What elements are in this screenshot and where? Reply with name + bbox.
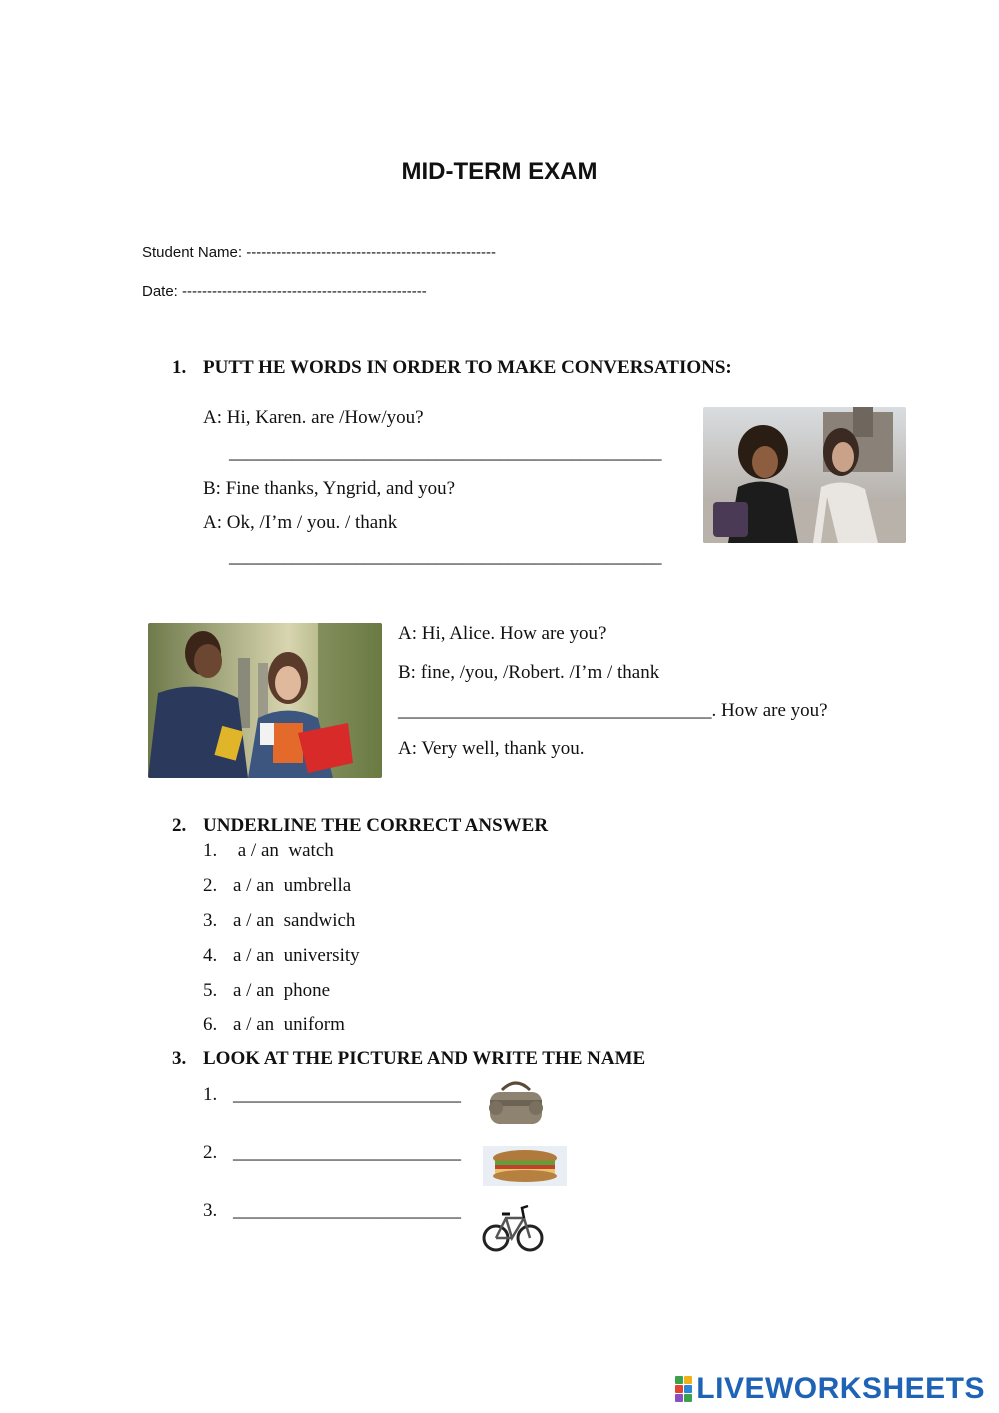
answer-blank[interactable]: ________________________ — [233, 1142, 461, 1163]
section1-heading: 1. PUTT HE WORDS IN ORDER TO MAKE CONVERSATIONS: — [172, 357, 732, 378]
answer-blank[interactable]: ________________________ — [233, 1200, 461, 1221]
list-item[interactable]: 6. a / an uniform — [203, 1014, 345, 1035]
list-item[interactable]: 4. a / an university — [203, 945, 360, 966]
photo-two-women — [703, 407, 906, 543]
list-item[interactable]: 3. a / an sandwich — [203, 910, 356, 931]
student-name-field[interactable]: Student Name: -------------------------------------------------- — [142, 244, 496, 261]
sandwich-icon — [483, 1146, 567, 1191]
logo-text: LIVEWORKSHEETS — [696, 1372, 985, 1405]
conv2-line2: B: fine, /you, /Robert. /I’m / thank — [398, 662, 660, 683]
conv1-answer-blank2[interactable]: ________________________________________________ — [229, 546, 661, 567]
list-item[interactable]: 5. a / an phone — [203, 980, 331, 1001]
page-title: MID-TERM EXAM — [401, 158, 598, 185]
section3-heading: 3. LOOK AT THE PICTURE AND WRITE THE NAME — [172, 1048, 646, 1069]
answer-blank[interactable]: ________________________ — [233, 1084, 461, 1105]
section2-heading: 2. UNDERLINE THE CORRECT ANSWER — [172, 815, 549, 836]
list-item[interactable]: 2. a / an umbrella — [203, 875, 352, 896]
conv1-line1: A: Hi, Karen. are /How/you? — [203, 407, 424, 428]
bag-icon — [484, 1078, 548, 1135]
conv1-line3: A: Ok, /I’m / you. / thank — [203, 512, 398, 533]
date-field[interactable]: Date: ------------------------------------------------- — [142, 283, 427, 300]
logo-mark-icon — [675, 1376, 692, 1402]
conv2-answer-line[interactable]: _________________________________. How are you? — [398, 700, 828, 721]
liveworksheets-logo — [675, 1372, 985, 1406]
conv2-line1: A: Hi, Alice. How are you? — [398, 623, 607, 644]
list-item[interactable]: 3. ________________________ — [203, 1200, 461, 1221]
list-item[interactable]: 1. a / an watch — [203, 840, 334, 861]
conv1-answer-blank1[interactable]: ________________________________________________ — [229, 442, 661, 463]
conv2-line4: A: Very well, thank you. — [398, 738, 585, 759]
list-item[interactable]: 2. ________________________ — [203, 1142, 461, 1163]
conv1-line2: B: Fine thanks, Yngrid, and you? — [203, 478, 456, 499]
list-item[interactable]: 1. ________________________ — [203, 1084, 461, 1105]
photo-students — [148, 623, 382, 778]
bicycle-icon — [482, 1200, 544, 1259]
